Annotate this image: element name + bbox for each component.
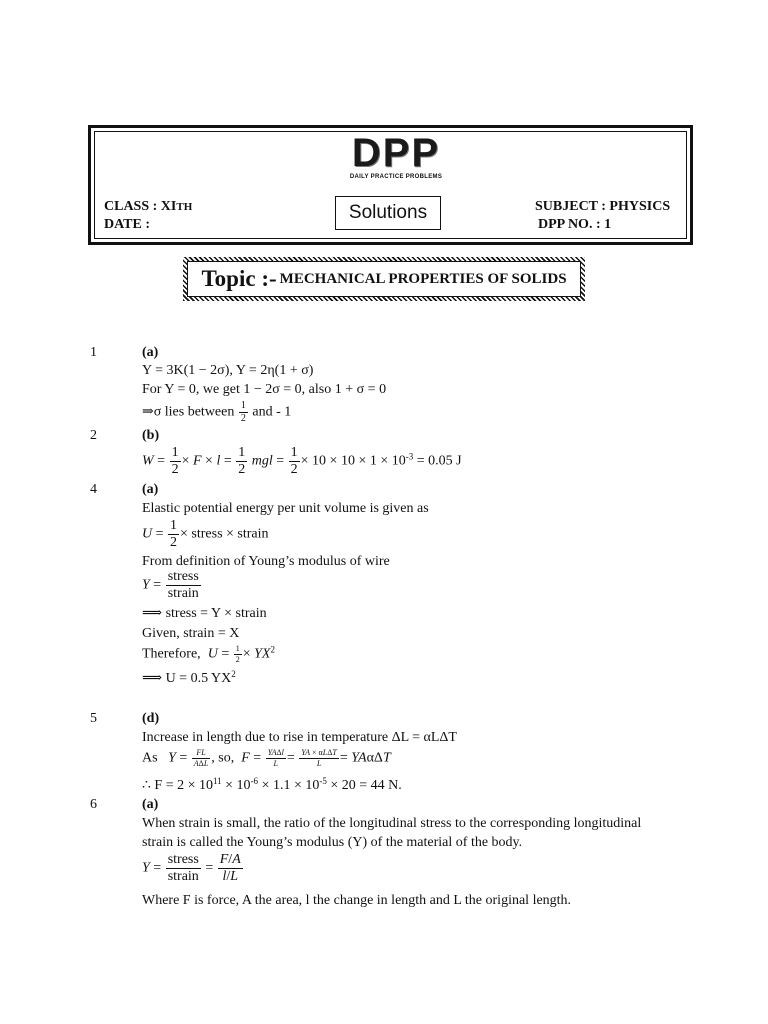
solutions-badge: Solutions xyxy=(335,196,441,230)
solution-line: ⇒σ lies between $\frac{1}{2}$ and - 1 xyxy=(142,400,292,424)
solution-equation: W = $\frac{1}{2}$ × F × l = $\frac{1}{2}$ mgl = $\frac{1}{2}$ × $10 \times 10 \times 1 \times 10^{-3} = 0.05$ J xyxy=(142,445,462,477)
topic-banner xyxy=(183,257,585,301)
solution-line: Where F is force, A the area, l the change in length and L the original length. xyxy=(142,893,572,908)
date-label: DATE : xyxy=(104,217,151,232)
header-box xyxy=(88,125,693,245)
logo-subtitle: DAILY PRACTICE PROBLEMS xyxy=(349,174,443,180)
answer-option: (d) xyxy=(142,711,160,726)
solution-equation: U = $\frac{1}{2}$ × stress × strain xyxy=(142,518,269,550)
topic-label: Topic :- xyxy=(201,266,277,291)
solution-equation: As Y = $\frac{FL}{\text{AΔL}}$ , so, F = $\frac{\text{YAΔl}}{L}$ = $\frac{\text{YA × αLΔT}}{L}$ = YAαΔT xyxy=(142,748,391,768)
question-number: 5 xyxy=(90,711,97,726)
dpp-logo xyxy=(341,133,451,180)
answer-option: (a) xyxy=(142,482,159,497)
question-number: 4 xyxy=(90,482,97,497)
answer-option: (a) xyxy=(142,797,159,812)
solution-line: ⟹ stress = Y × strain xyxy=(142,606,267,621)
solution-line: For Y = 0, we get 1 − 2σ = 0, also 1 + σ = 0 xyxy=(142,382,387,397)
solution-line: Given, strain = X xyxy=(142,626,240,641)
answer-option: (b) xyxy=(142,428,160,443)
solution-equation: Y = $\frac{\text{stress}}{\text{strain}}$ xyxy=(142,569,199,601)
dpp-number: DPP NO. : 1 xyxy=(538,217,612,232)
solution-line: When strain is small, the ratio of the longitudinal stress to the corresponding longitudinal xyxy=(142,816,642,831)
solution-equation: Y = $\frac{\text{stress}}{\text{strain}}$ = $\frac{F/A}{l/L}$ xyxy=(142,852,241,884)
question-number: 6 xyxy=(90,797,97,812)
solution-line: Y = 3K(1 − 2σ), Y = 2η(1 + σ) xyxy=(142,363,314,378)
answer-option: (a) xyxy=(142,345,159,360)
class-label: CLASS : XITH xyxy=(104,199,193,214)
solution-line: Increase in length due to rise in temperature ΔL = αLΔT xyxy=(142,730,457,745)
logo-text: DPP xyxy=(351,131,441,175)
topic-name: MECHANICAL PROPERTIES OF SOLIDS xyxy=(279,270,567,287)
solution-line: Elastic potential energy per unit volume is given as xyxy=(142,501,429,516)
question-number: 1 xyxy=(90,345,97,360)
solution-line: ∴ $F = 2 \times 10^{11} \times 10^{-6} \times 1.1 \times 10^{-5} \times 20 = 44$ N. xyxy=(142,776,402,793)
question-number: 2 xyxy=(90,428,97,443)
solution-line: strain is called the Young’s modulus (Y) of the material of the body. xyxy=(142,835,523,850)
subject-label: SUBJECT : PHYSICS xyxy=(535,199,671,214)
solution-equation: Therefore, U = $\frac{1}{2}$ × $YX^2$ xyxy=(142,644,275,664)
solution-line: ⟹ U = 0.5 $YX^2$ xyxy=(142,669,236,686)
solution-line: From definition of Young’s modulus of wire xyxy=(142,554,390,569)
